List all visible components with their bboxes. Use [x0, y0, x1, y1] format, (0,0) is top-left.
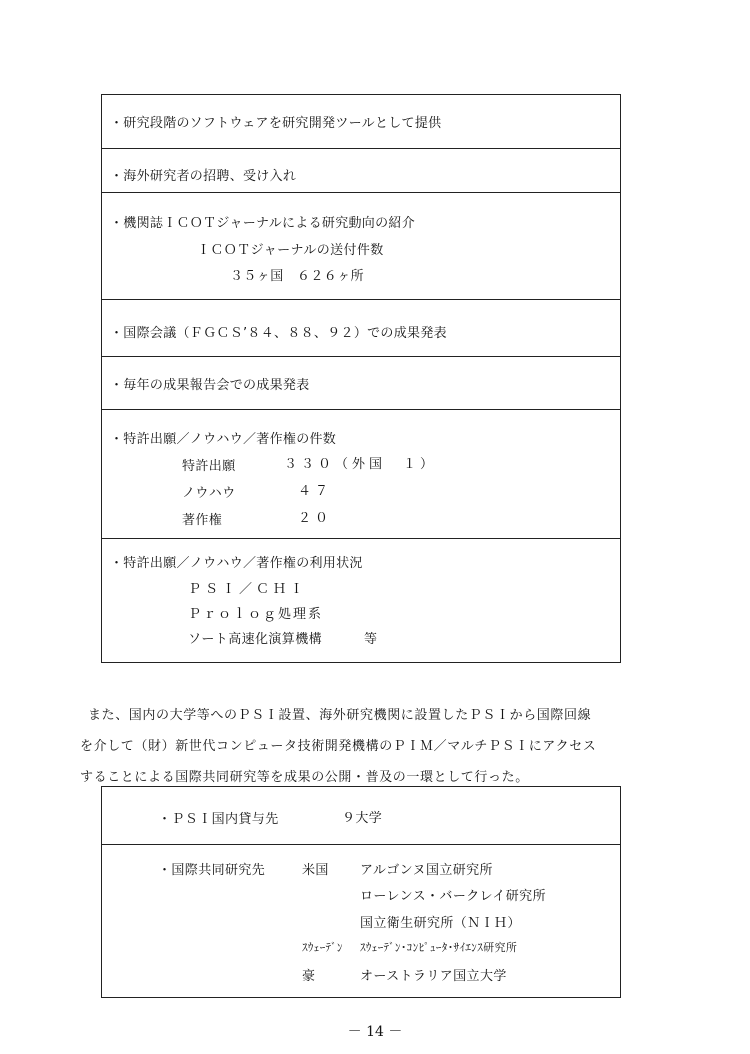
knowhow-label: ノウハウ: [182, 486, 236, 501]
table-row: [102, 410, 620, 539]
page-number: － 14 －: [347, 1024, 403, 1040]
table-row: [102, 357, 620, 410]
patent-count-heading: ・特許出願／ノウハウ／著作権の件数: [110, 432, 337, 447]
table-row: [102, 539, 620, 662]
paragraph-line: また、国内の大学等へのＰＳＩ設置、海外研究機関に設置したＰＳＩから国際回線: [88, 708, 592, 723]
copyright-value: ２０: [298, 511, 333, 526]
institute-name: ローレンス・バークレイ研究所: [360, 889, 546, 904]
researcher-invitation-text: ・海外研究者の招聘、受け入れ: [110, 169, 297, 184]
journal-distribution-count: ３５ヶ国 ６２６ヶ所: [230, 269, 365, 284]
joint-research-label: ・国際共同研究先: [158, 863, 266, 878]
paragraph-line: することによる国際共同研究等を成果の公開・普及の一環として行った。: [80, 770, 529, 785]
table-row: [102, 300, 620, 357]
country-label: 豪: [302, 969, 316, 984]
annual-report-text: ・毎年の成果報告会での成果発表: [110, 378, 310, 393]
table-row: [102, 95, 620, 149]
table-row: [102, 193, 620, 300]
institute-name: オーストラリア国立大学: [360, 969, 507, 984]
conference-text: ・国際会議（ＦＧＣＳ’８４、８８、９２）での成果発表: [110, 326, 447, 341]
country-label: ｽｳｪｰﾃﾞﾝ: [302, 941, 343, 954]
institute-name: アルゴンヌ国立研究所: [360, 863, 493, 878]
institute-name: ｽｳｪｰﾃﾞﾝ･ｺﾝﾋﾟｭｰﾀ･ｻｲｴﾝｽ研究所: [360, 941, 518, 954]
usage-item: ソート高速化演算機構: [188, 632, 323, 647]
body-paragraph: [80, 700, 640, 793]
copyright-label: 著作権: [182, 513, 223, 528]
achievements-table: [101, 94, 621, 663]
collaboration-table: [101, 786, 621, 998]
psi-loan-value: ９大学: [342, 811, 383, 826]
usage-item: Ｐｒｏｌｏｇ処理系: [188, 607, 324, 622]
usage-etc: 等: [364, 632, 378, 647]
software-provision-text: ・研究段階のソフトウェアを研究開発ツールとして提供: [110, 116, 442, 131]
icot-journal-text: ・機関誌ＩＣＯＴジャーナルによる研究動向の紹介: [110, 216, 415, 231]
table-row: [102, 149, 620, 193]
table-row: [102, 845, 620, 997]
usage-item: ＰＳＩ／ＣＨＩ: [188, 582, 308, 597]
psi-loan-label: ・ＰＳＩ国内貸与先: [158, 812, 279, 827]
patent-label: 特許出願: [182, 459, 236, 474]
patent-value: ３３０（外国 １）: [284, 457, 438, 472]
paragraph-line: を介して（財）新世代コンピュータ技術開発機構のＰＩＭ／マルチＰＳＩにアクセス: [80, 739, 597, 754]
institute-name: 国立衛生研究所（ＮＩＨ）: [360, 916, 521, 931]
knowhow-value: ４７: [298, 484, 333, 499]
journal-distribution-label: ＩＣＯＴジャーナルの送付件数: [197, 243, 384, 258]
table-row: [102, 787, 620, 845]
patent-usage-heading: ・特許出願／ノウハウ／著作権の利用状況: [110, 556, 363, 571]
country-label: 米国: [302, 863, 329, 878]
